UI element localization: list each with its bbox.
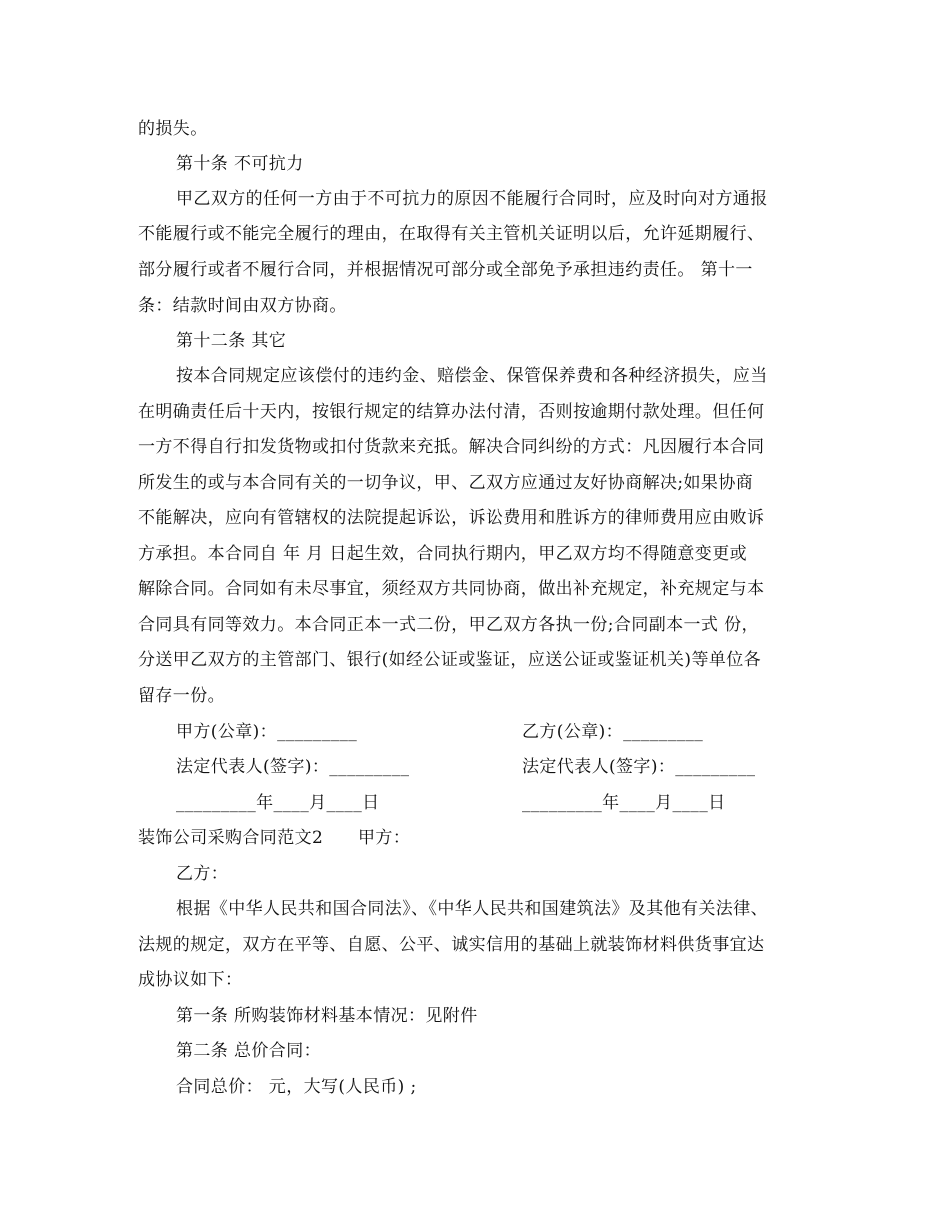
article-2-heading: 第二条 总价合同： [176, 1041, 322, 1061]
party-b-seal-field: 乙方(公章)：_________ [522, 722, 704, 742]
paragraph-line: 解除合同。合同如有未尽事宜，须经双方共同协商，做出补充规定，补充规定与本 [138, 579, 765, 599]
paragraph-line: 根据《中华人民共和国合同法》、《中华人民共和国建筑法》及其他有关法律、 [176, 899, 768, 919]
paragraph-line: 部分履行或者不履行合同，并根据情况可部分或全部免予承担违约责任。 第十一 [138, 260, 753, 280]
party-a-representative-field: 法定代表人(签字)：_________ [176, 757, 410, 777]
paragraph-line: 在明确责任后十天内，按银行规定的结算办法付清，否则按逾期付款处理。但任何 [138, 402, 765, 422]
contract-total-line: 合同总价： 元，大写(人民币) ; [176, 1077, 417, 1097]
paragraph-line: 一方不得自行扣发货物或扣付货款来充抵。解决合同纠纷的方式：凡因履行本合同 [138, 437, 765, 457]
article-12-heading: 第十二条 其它 [176, 331, 287, 351]
paragraph-line: 方承担。本合同自 年 月 日起生效，合同执行期内，甲乙双方均不得随意变更或 [138, 544, 748, 564]
paragraph-line: 法规的规定，双方在平等、自愿、公平、诚实信用的基础上就装饰材料供货事宜达 [138, 935, 765, 955]
party-b-date-field: _________年____月____日 [522, 793, 726, 813]
paragraph-line: 的损失。 [138, 119, 208, 139]
paragraph-line: 留存一份。 [138, 686, 225, 706]
paragraph-line: 条：结款时间由双方协商。 [138, 296, 347, 316]
article-1-line: 第一条 所购装饰材料基本情况：见附件 [176, 1006, 478, 1026]
party-b-representative-field: 法定代表人(签字)：_________ [522, 757, 756, 777]
paragraph-line: 合同具有同等效力。本合同正本一式二份，甲乙双方各执一份;合同副本一式 份， [138, 615, 759, 635]
paragraph-line: 甲乙双方的任何一方由于不可抗力的原因不能履行合同时，应及时向对方通报 [176, 189, 768, 209]
party-a-date-field: _________年____月____日 [176, 793, 380, 813]
paragraph-line: 分送甲乙双方的主管部门、银行(如经公证或鉴证，应送公证或鉴证机关)等单位各 [138, 650, 762, 670]
paragraph-line: 不能解决，应向有管辖权的法院提起诉讼，诉讼费用和胜诉方的律师费用应由败诉 [138, 508, 765, 528]
paragraph-line: 按本合同规定应该偿付的违约金、赔偿金、保管保养费和各种经济损失，应当 [176, 366, 768, 386]
paragraph-line: 成协议如下： [138, 970, 243, 990]
contract-2-heading: 装饰公司采购合同范文2 甲方： [138, 828, 411, 848]
paragraph-line: 所发生的或与本合同有关的一切争议，甲、乙双方应通过友好协商解决;如果协商 [138, 473, 754, 493]
party-a-seal-field: 甲方(公章)：_________ [176, 722, 358, 742]
article-10-heading: 第十条 不可抗力 [176, 154, 304, 174]
party-b-label: 乙方： [176, 864, 229, 884]
paragraph-line: 不能履行或不能完全履行的理由，在取得有关主管机关证明以后，允许延期履行、 [138, 224, 765, 244]
